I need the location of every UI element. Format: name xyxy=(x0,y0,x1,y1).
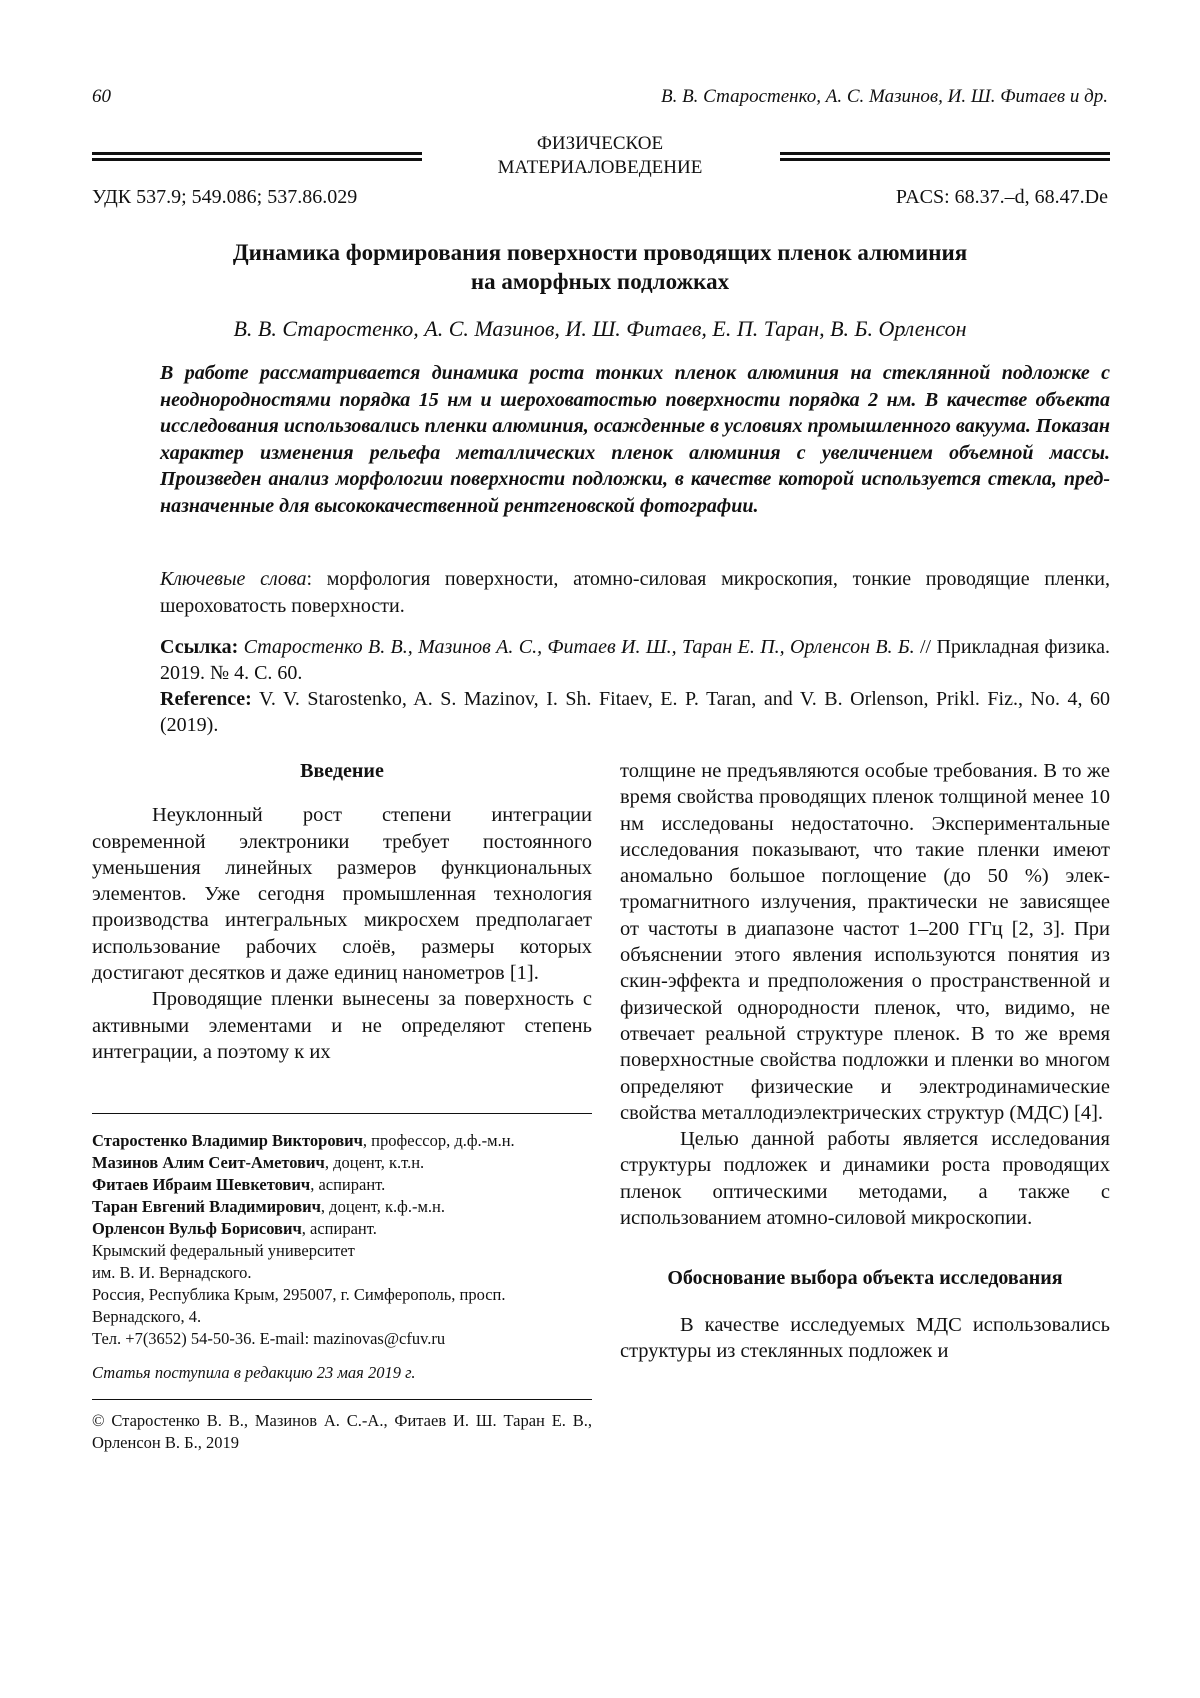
footnote-author xyxy=(92,1130,592,1152)
footnote-author xyxy=(92,1152,592,1174)
section-heading: Введение xyxy=(92,758,592,784)
affiliation: Крымский федеральный университет xyxy=(92,1240,592,1262)
footnote xyxy=(92,1130,592,1384)
rubric-line: ФИЗИЧЕСКОЕ xyxy=(470,132,730,156)
paragraph: Неуклонный рост степени интеграции современной электроники требует постоянно­го уменьшения линейных размеров функцио­нальных элементов. Уже сегодня промышлен­ная технология производства интегральных микросхем предполагает использование рабо­чих слоёв, размеры которых достигают десят­ков и даже единиц нанометров [1]. xyxy=(92,802,592,986)
author-role: , профессор, д.ф.-м.н. xyxy=(363,1131,515,1150)
copyright-rule xyxy=(92,1399,592,1400)
reference-label: Reference: xyxy=(160,688,252,710)
reference-text: V. V. Starostenko, A. S. Mazinov, I. Sh. Fitaev, E. P. Taran, and V. B. Orlenson, Prikl. Fiz., No. 4, 60 (2019). xyxy=(160,688,1110,736)
author-name: Мазинов Алим Сеит-Аметович xyxy=(92,1153,325,1172)
title-line: на аморфных подложках xyxy=(100,267,1100,296)
abstract: В работе рассматривается динамика роста тонких пленок алюминия на стеклянной подложке с неоднородностями порядка 15 нм и шероховатостью поверхности поряд­ка 2 нм. В качестве объекта исследования использовались пленки алюминия, оса­жденные в условиях промышленного вакуума. Показан характер изменения рельефа металлических пленок алюминия с увеличением объемной массы. Произведен анализ морфологии поверхности подложки, в качестве которой используется стекла, пред­назначенные для высококачественной рентгеновской фотографии. xyxy=(160,360,1110,519)
footnote-rule xyxy=(92,1113,592,1114)
authors: В. В. Старостенко, А. С. Мазинов, И. Ш. Фитаев, Е. П. Таран, В. Б. Орленсон xyxy=(100,316,1100,342)
pacs: PACS: 68.37.–d, 68.47.De xyxy=(896,186,1108,209)
citation-block xyxy=(160,634,1110,738)
author-role: , аспирант. xyxy=(310,1175,385,1194)
title-line: Динамика формирования поверхности проводящих пленок алюминия xyxy=(100,238,1100,267)
running-header: В. В. Старостенко, А. С. Мазинов, И. Ш. Фитаев и др. xyxy=(661,86,1108,108)
paper-page xyxy=(0,0,1200,1698)
author-role: , аспирант. xyxy=(302,1219,377,1238)
author-name: Старостенко Владимир Викторович xyxy=(92,1131,363,1150)
keywords-label: Ключевые слова xyxy=(160,568,306,590)
author-name: Орленсон Вульф Борисович xyxy=(92,1219,302,1238)
copyright: © Старостенко В. В., Мазинов А. С.-А., Фитаев И. Ш. Таран Е. В., Орленсон В. Б., 2019 xyxy=(92,1410,592,1454)
rubric-rule-right xyxy=(780,152,1110,161)
contact: Тел. +7(3652) 54-50-36. E-mail: mazinovas@cfuv.ru xyxy=(92,1328,592,1350)
citation-text: // Прикладная физика. 2019. № 4. С. 60. xyxy=(160,636,1110,684)
author-name: Фитаев Ибраим Шевкетович xyxy=(92,1175,310,1194)
paragraph: толщине не предъявляются особые требова­ния. В то же время свойства проводящих пле­нок толщиной менее 10 нм исследованы недо­статочно. Экспериментальные исследования показывают, что такие пленки имеют ано­мально большое поглощение (до 50 %) элек­тромагнитного излучения, практически не зависящее от частоты в диапазоне частот 1–200 ГГц [2, 3]. При объяснении этого явления используются понятия из скин-эффекта и предположения о пространственной и физиче­ской однородности пленок, что, видимо, не отвечает реальной структуре пленок. В то же время поверхностные свойства подложки и пленки во многом определяют физические и электродинамические свойства металлоди­электрических структур (МДС) [4]. xyxy=(620,758,1110,1126)
footnote-author xyxy=(92,1174,592,1196)
section-rubric xyxy=(470,132,730,180)
affiliation: им. В. И. Вернадского. xyxy=(92,1262,592,1284)
section-heading: Обоснование выбора объекта исследования xyxy=(620,1265,1110,1291)
address: Россия, Республика Крым, 295007, г. Симферополь, просп. Вернадского, 4. xyxy=(92,1284,512,1328)
rubric-rule-left xyxy=(92,152,422,161)
citation-label: Ссылка: xyxy=(160,636,238,658)
page-number: 60 xyxy=(92,86,111,108)
author-role: , доцент, к.ф.-м.н. xyxy=(321,1197,445,1216)
received-date: Статья поступила в редакцию 23 мая 2019 г. xyxy=(92,1362,592,1384)
paragraph: В качестве исследуемых МДС использо­вались структуры из стеклянных подложек и xyxy=(620,1312,1110,1365)
author-name: Таран Евгений Владимирович xyxy=(92,1197,321,1216)
keywords-text: : морфология поверхности, атомно-силовая микроскопия, тонкие прово­дящие пленки, шероховатость поверхности. xyxy=(160,568,1110,617)
citation-authors: Старостенко В. В., Мазинов А. С., Фитаев И. Ш., Таран Е. П., Орленсон В. Б. xyxy=(244,636,915,658)
footnote-author xyxy=(92,1196,592,1218)
author-role: , доцент, к.т.н. xyxy=(325,1153,424,1172)
paper-title xyxy=(100,238,1100,296)
rubric-line: МАТЕРИАЛОВЕДЕНИЕ xyxy=(470,156,730,180)
footnote-author xyxy=(92,1218,592,1240)
keywords xyxy=(160,566,1110,620)
right-column xyxy=(620,758,1110,1364)
paragraph: Целью данной работы является исследо­вания структуры подложек и динамики роста проводящих пленок оптическими методами, а также с использованием атомно-силовой мик­роскопии. xyxy=(620,1126,1110,1231)
udk: УДК 537.9; 549.086; 537.86.029 xyxy=(92,186,357,209)
paragraph: Проводящие пленки вынесены за по­верхность с активными элементами и не опре­деляют степень интеграции, а поэтому к их xyxy=(92,986,592,1065)
left-column xyxy=(92,758,592,1065)
